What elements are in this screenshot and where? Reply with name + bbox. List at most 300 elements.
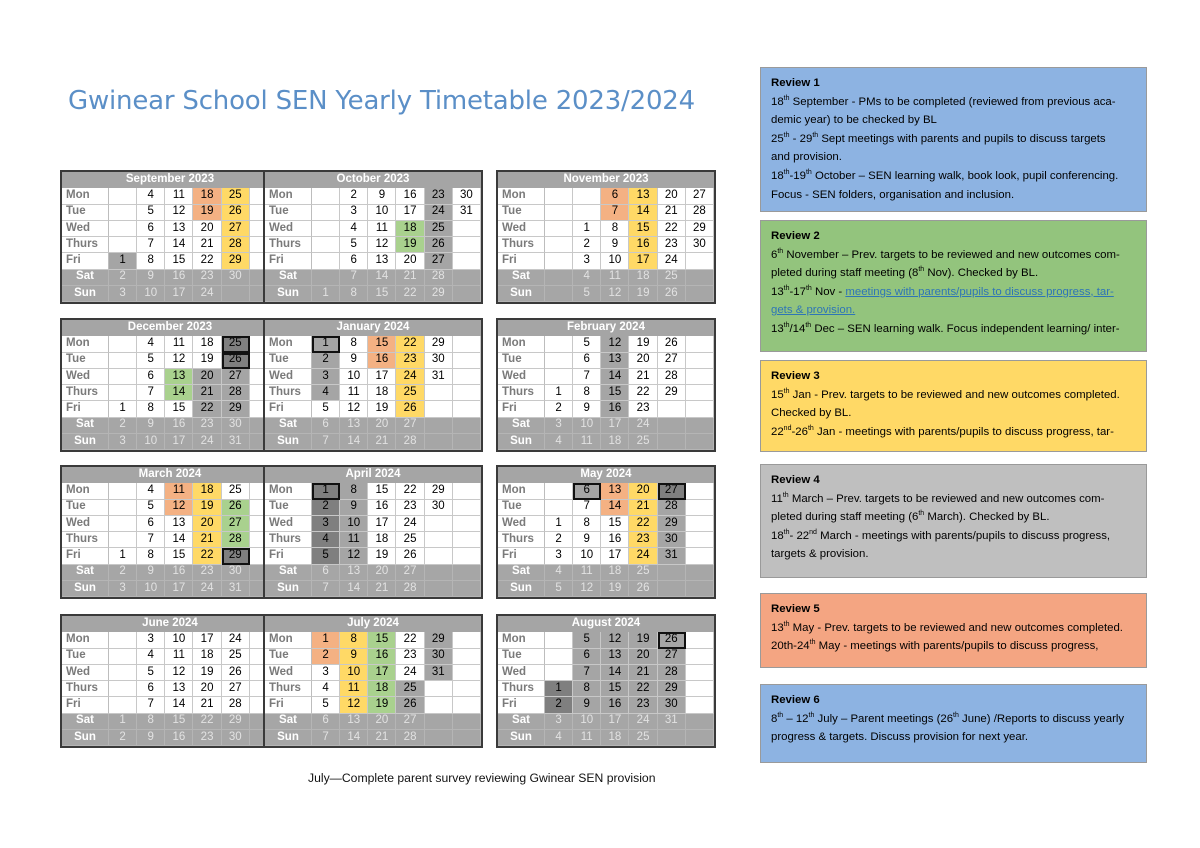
- date-cell: 4: [137, 336, 165, 352]
- date-cell: 17: [601, 714, 629, 730]
- date-cell: [658, 401, 686, 417]
- date-cell: [453, 434, 481, 450]
- ordinal-suffix: th: [805, 284, 812, 292]
- date-cell: 7: [573, 500, 601, 516]
- date-cell: [545, 336, 573, 352]
- review-line: [771, 283, 1136, 302]
- date-cell: 15: [368, 336, 396, 352]
- weekday-label: Wed: [498, 369, 545, 385]
- date-cell: 25: [222, 483, 250, 499]
- date-cell: 28: [658, 665, 686, 681]
- month-title: September 2023: [62, 172, 278, 188]
- date-cell: [686, 714, 714, 730]
- ordinal-suffix: nd: [809, 528, 817, 536]
- review-title: Review 1: [771, 77, 820, 89]
- weekday-label: Mon: [62, 632, 109, 648]
- date-cell: 9: [601, 237, 629, 253]
- review-text: June) /Reports to discuss yearly: [958, 712, 1125, 725]
- date-cell: [425, 697, 453, 713]
- review-text: 18: [771, 95, 784, 108]
- date-cell: [686, 401, 714, 417]
- date-cell: [686, 336, 714, 352]
- review-text: March). Checked by BL.: [924, 511, 1050, 524]
- date-cell: 16: [601, 697, 629, 713]
- page-title: Gwinear School SEN Yearly Timetable 2023/2024: [68, 86, 695, 116]
- weekday-label: Sat: [498, 714, 545, 730]
- date-cell: 16: [165, 730, 193, 746]
- review-text: 15: [771, 388, 784, 401]
- date-cell: 9: [137, 270, 165, 286]
- date-cell: [109, 665, 137, 681]
- date-cell: 31: [222, 581, 250, 597]
- review-line: [771, 167, 1136, 186]
- review-text: 13: [771, 285, 784, 298]
- date-cell: 16: [165, 565, 193, 581]
- date-cell: 2: [312, 353, 340, 369]
- date-cell: [686, 649, 714, 665]
- review-line: [771, 423, 1136, 442]
- date-cell: 20: [368, 714, 396, 730]
- review-text: – 12: [783, 712, 809, 725]
- date-cell: 20: [368, 418, 396, 434]
- date-cell: [545, 483, 573, 499]
- date-cell: 15: [165, 548, 193, 564]
- weekday-label: Fri: [498, 548, 545, 564]
- weekday-label: Sat: [265, 418, 312, 434]
- month-calendar: [496, 170, 716, 304]
- date-cell: 5: [312, 548, 340, 564]
- month-calendar: [60, 614, 280, 748]
- review-line: [771, 246, 1136, 265]
- date-cell: [686, 548, 714, 564]
- review-text: /14: [789, 322, 806, 335]
- weekday-label: Tue: [265, 649, 312, 665]
- date-cell: 8: [573, 681, 601, 697]
- date-cell: 21: [193, 697, 221, 713]
- date-cell: 29: [425, 632, 453, 648]
- date-cell: [453, 500, 481, 516]
- date-cell: 2: [573, 237, 601, 253]
- date-cell: [686, 730, 714, 746]
- date-cell: [686, 434, 714, 450]
- weekday-label: Thurs: [498, 532, 545, 548]
- date-cell: 23: [629, 532, 657, 548]
- date-cell: 9: [573, 532, 601, 548]
- date-cell: 6: [573, 483, 601, 499]
- date-cell: 5: [137, 665, 165, 681]
- date-cell: [453, 730, 481, 746]
- review-text: pleted during staff meeting (6: [771, 511, 919, 524]
- date-cell: 15: [601, 681, 629, 697]
- date-cell: 8: [137, 401, 165, 417]
- date-cell: 27: [396, 714, 424, 730]
- date-cell: 7: [312, 730, 340, 746]
- date-cell: 31: [453, 205, 481, 221]
- weekday-label: Mon: [62, 483, 109, 499]
- date-cell: 28: [222, 237, 250, 253]
- review-line: [771, 264, 1136, 283]
- weekday-label: Fri: [62, 697, 109, 713]
- date-cell: 5: [545, 581, 573, 597]
- date-cell: [425, 730, 453, 746]
- date-cell: 12: [601, 336, 629, 352]
- date-cell: 10: [601, 253, 629, 269]
- date-cell: 19: [368, 548, 396, 564]
- date-cell: [453, 483, 481, 499]
- date-cell: 8: [340, 336, 368, 352]
- date-cell: [109, 681, 137, 697]
- review-link[interactable]: meetings with parents/pupils to discuss progress, tar-: [845, 285, 1114, 298]
- date-cell: 30: [686, 237, 714, 253]
- weekday-label: Tue: [498, 205, 545, 221]
- weekday-label: Tue: [498, 649, 545, 665]
- date-cell: [545, 188, 573, 204]
- date-cell: [453, 581, 481, 597]
- date-cell: [425, 516, 453, 532]
- date-cell: 18: [368, 532, 396, 548]
- weekday-label: Tue: [265, 500, 312, 516]
- date-cell: [312, 270, 340, 286]
- review-text: July – Parent meetings (26: [814, 712, 954, 725]
- date-cell: 25: [658, 270, 686, 286]
- date-cell: 1: [109, 253, 137, 269]
- date-cell: [573, 188, 601, 204]
- review-line: [771, 386, 1136, 405]
- date-cell: 22: [629, 516, 657, 532]
- date-cell: 6: [137, 369, 165, 385]
- date-cell: [109, 649, 137, 665]
- review-text: Nov -: [811, 285, 846, 298]
- date-cell: 8: [573, 385, 601, 401]
- date-cell: 1: [573, 221, 601, 237]
- date-cell: 28: [396, 434, 424, 450]
- date-cell: 26: [396, 697, 424, 713]
- month-title: July 2024: [265, 616, 481, 632]
- date-cell: [453, 697, 481, 713]
- date-cell: [453, 548, 481, 564]
- review-link[interactable]: gets & provision.: [771, 304, 856, 317]
- ordinal-suffix: th: [953, 711, 959, 719]
- date-cell: 20: [193, 516, 221, 532]
- date-cell: 10: [137, 286, 165, 302]
- review-text: 18: [771, 529, 784, 542]
- date-cell: [573, 205, 601, 221]
- date-cell: 17: [601, 548, 629, 564]
- date-cell: 18: [368, 681, 396, 697]
- review-title: Review 2: [771, 230, 820, 242]
- date-cell: 18: [368, 385, 396, 401]
- date-cell: 16: [368, 500, 396, 516]
- date-cell: [686, 253, 714, 269]
- ordinal-suffix: th: [783, 528, 790, 536]
- review-text: Jan - meetings with parents/pupils to discuss progress, tar-: [813, 425, 1114, 438]
- date-cell: 4: [340, 221, 368, 237]
- date-cell: 14: [601, 665, 629, 681]
- date-cell: [545, 253, 573, 269]
- weekday-label: Thurs: [265, 681, 312, 697]
- date-cell: 5: [312, 401, 340, 417]
- date-cell: 14: [165, 237, 193, 253]
- date-cell: 27: [396, 565, 424, 581]
- review-text: 8: [771, 712, 778, 725]
- date-cell: 23: [396, 500, 424, 516]
- date-cell: [545, 205, 573, 221]
- weekday-label: Sat: [498, 565, 545, 581]
- weekday-label: Wed: [498, 665, 545, 681]
- review-text: Sept meetings with parents and pupils to discuss targets: [818, 132, 1106, 145]
- date-cell: 2: [545, 401, 573, 417]
- date-cell: 18: [193, 483, 221, 499]
- date-cell: 21: [193, 532, 221, 548]
- date-cell: [109, 385, 137, 401]
- date-cell: 21: [629, 665, 657, 681]
- date-cell: 25: [629, 730, 657, 746]
- date-cell: [109, 483, 137, 499]
- date-cell: 19: [629, 336, 657, 352]
- date-cell: 20: [368, 565, 396, 581]
- weekday-label: Wed: [498, 516, 545, 532]
- date-cell: 3: [545, 548, 573, 564]
- date-cell: 27: [686, 188, 714, 204]
- date-cell: 12: [165, 205, 193, 221]
- weekday-label: Sun: [265, 434, 312, 450]
- date-cell: 11: [165, 188, 193, 204]
- weekday-label: Thurs: [265, 532, 312, 548]
- date-cell: 17: [368, 665, 396, 681]
- date-cell: [453, 401, 481, 417]
- ordinal-suffix: th: [812, 131, 819, 139]
- date-cell: 9: [573, 401, 601, 417]
- date-cell: 8: [573, 516, 601, 532]
- date-cell: [686, 286, 714, 302]
- date-cell: 15: [629, 221, 657, 237]
- date-cell: 18: [601, 434, 629, 450]
- date-cell: 22: [193, 714, 221, 730]
- review-box: [760, 67, 1147, 212]
- date-cell: [109, 632, 137, 648]
- date-cell: 4: [137, 649, 165, 665]
- date-cell: 23: [629, 697, 657, 713]
- date-cell: 24: [193, 286, 221, 302]
- date-cell: 3: [545, 714, 573, 730]
- review-title: Review 3: [771, 370, 820, 382]
- date-cell: 12: [340, 697, 368, 713]
- review-box: [760, 360, 1147, 452]
- date-cell: 29: [686, 221, 714, 237]
- date-cell: 4: [545, 730, 573, 746]
- date-cell: 22: [396, 336, 424, 352]
- date-cell: 14: [601, 369, 629, 385]
- weekday-label: Fri: [265, 548, 312, 564]
- date-cell: 14: [340, 581, 368, 597]
- weekday-label: Wed: [62, 369, 109, 385]
- date-cell: [109, 697, 137, 713]
- date-cell: 11: [340, 385, 368, 401]
- date-cell: 7: [601, 205, 629, 221]
- date-cell: 25: [222, 649, 250, 665]
- date-cell: 24: [629, 714, 657, 730]
- date-cell: [109, 336, 137, 352]
- review-text: pleted during staff meeting (8: [771, 267, 919, 280]
- date-cell: 24: [193, 434, 221, 450]
- date-cell: 7: [312, 581, 340, 597]
- date-cell: 24: [629, 418, 657, 434]
- date-cell: 15: [368, 632, 396, 648]
- date-cell: 18: [193, 649, 221, 665]
- date-cell: 23: [658, 237, 686, 253]
- date-cell: [109, 500, 137, 516]
- date-cell: 24: [396, 369, 424, 385]
- date-cell: 26: [222, 500, 250, 516]
- date-cell: [545, 237, 573, 253]
- date-cell: 17: [629, 253, 657, 269]
- ordinal-suffix: th: [782, 491, 789, 499]
- date-cell: 14: [601, 500, 629, 516]
- date-cell: 29: [222, 253, 250, 269]
- date-cell: 16: [601, 532, 629, 548]
- date-cell: 31: [658, 548, 686, 564]
- date-cell: 10: [340, 665, 368, 681]
- review-line: [771, 93, 1136, 112]
- weekday-label: Sun: [265, 730, 312, 746]
- month-calendar: [60, 318, 280, 452]
- review-text: demic year) to be checked by BL: [771, 114, 937, 127]
- date-cell: 21: [629, 369, 657, 385]
- review-box: [760, 684, 1147, 763]
- date-cell: 7: [573, 665, 601, 681]
- date-cell: 21: [368, 434, 396, 450]
- date-cell: 5: [312, 697, 340, 713]
- date-cell: 11: [573, 565, 601, 581]
- weekday-label: Tue: [62, 353, 109, 369]
- date-cell: 21: [368, 581, 396, 597]
- date-cell: 13: [165, 681, 193, 697]
- date-cell: 30: [222, 730, 250, 746]
- weekday-label: Mon: [498, 632, 545, 648]
- review-text: September - PMs to be completed (reviewed from previous aca-: [789, 95, 1116, 108]
- date-cell: 27: [222, 681, 250, 697]
- date-cell: [686, 665, 714, 681]
- date-cell: 25: [396, 532, 424, 548]
- date-cell: [658, 730, 686, 746]
- date-cell: 5: [340, 237, 368, 253]
- date-cell: 12: [165, 500, 193, 516]
- date-cell: 28: [658, 500, 686, 516]
- date-cell: 27: [658, 353, 686, 369]
- date-cell: 15: [601, 385, 629, 401]
- month-title: October 2023: [265, 172, 481, 188]
- month-calendar: [263, 170, 483, 304]
- review-line: [771, 130, 1136, 149]
- review-text: November – Prev. targets to be reviewed and new outcomes com-: [783, 248, 1120, 261]
- date-cell: 2: [312, 500, 340, 516]
- date-cell: [425, 565, 453, 581]
- date-cell: 8: [340, 286, 368, 302]
- month-calendar: [496, 318, 716, 452]
- review-text: March – Prev. targets to be reviewed and new outcomes com-: [788, 492, 1105, 505]
- date-cell: [453, 221, 481, 237]
- date-cell: 7: [137, 385, 165, 401]
- weekday-label: Sat: [62, 565, 109, 581]
- weekday-label: Mon: [265, 483, 312, 499]
- date-cell: [686, 516, 714, 532]
- date-cell: 30: [425, 500, 453, 516]
- date-cell: [453, 649, 481, 665]
- weekday-label: Thurs: [498, 681, 545, 697]
- date-cell: 7: [137, 532, 165, 548]
- date-cell: 26: [222, 205, 250, 221]
- date-cell: 13: [601, 353, 629, 369]
- weekday-label: Sun: [62, 730, 109, 746]
- date-cell: 22: [193, 401, 221, 417]
- date-cell: 2: [545, 532, 573, 548]
- month-title: August 2024: [498, 616, 714, 632]
- date-cell: 4: [137, 483, 165, 499]
- date-cell: [312, 237, 340, 253]
- review-text: May - Prev. targets to be reviewed and new outcomes completed.: [789, 621, 1123, 634]
- date-cell: 22: [396, 632, 424, 648]
- month-calendar: [263, 318, 483, 452]
- date-cell: 30: [222, 270, 250, 286]
- date-cell: 27: [425, 253, 453, 269]
- date-cell: 6: [312, 418, 340, 434]
- date-cell: 25: [629, 565, 657, 581]
- date-cell: 4: [137, 188, 165, 204]
- date-cell: [686, 500, 714, 516]
- weekday-label: Mon: [498, 483, 545, 499]
- date-cell: 11: [573, 730, 601, 746]
- date-cell: 6: [137, 681, 165, 697]
- date-cell: 15: [165, 401, 193, 417]
- date-cell: 10: [340, 516, 368, 532]
- weekday-label: Sun: [498, 434, 545, 450]
- date-cell: 16: [629, 237, 657, 253]
- date-cell: 28: [396, 581, 424, 597]
- weekday-label: Tue: [498, 353, 545, 369]
- date-cell: [453, 369, 481, 385]
- date-cell: 25: [629, 434, 657, 450]
- date-cell: 15: [368, 286, 396, 302]
- review-box: [760, 593, 1147, 668]
- date-cell: 9: [137, 565, 165, 581]
- date-cell: 7: [573, 369, 601, 385]
- weekday-label: Wed: [62, 516, 109, 532]
- date-cell: 5: [573, 336, 601, 352]
- date-cell: 11: [573, 434, 601, 450]
- ordinal-suffix: th: [783, 284, 790, 292]
- weekday-label: Sun: [62, 286, 109, 302]
- date-cell: [686, 532, 714, 548]
- date-cell: [453, 632, 481, 648]
- date-cell: 21: [396, 270, 424, 286]
- month-calendar: [496, 614, 716, 748]
- date-cell: 2: [340, 188, 368, 204]
- weekday-label: Sun: [498, 581, 545, 597]
- ordinal-suffix: th: [809, 639, 816, 647]
- date-cell: 25: [396, 681, 424, 697]
- date-cell: [109, 205, 137, 221]
- date-cell: 13: [165, 516, 193, 532]
- date-cell: 19: [368, 401, 396, 417]
- date-cell: [545, 632, 573, 648]
- date-cell: [453, 270, 481, 286]
- date-cell: [425, 401, 453, 417]
- review-line: [771, 111, 1136, 130]
- date-cell: 12: [601, 632, 629, 648]
- review-text: Jan - Prev. targets to be reviewed and new outcomes completed.: [789, 388, 1120, 401]
- date-cell: [453, 336, 481, 352]
- date-cell: 13: [601, 649, 629, 665]
